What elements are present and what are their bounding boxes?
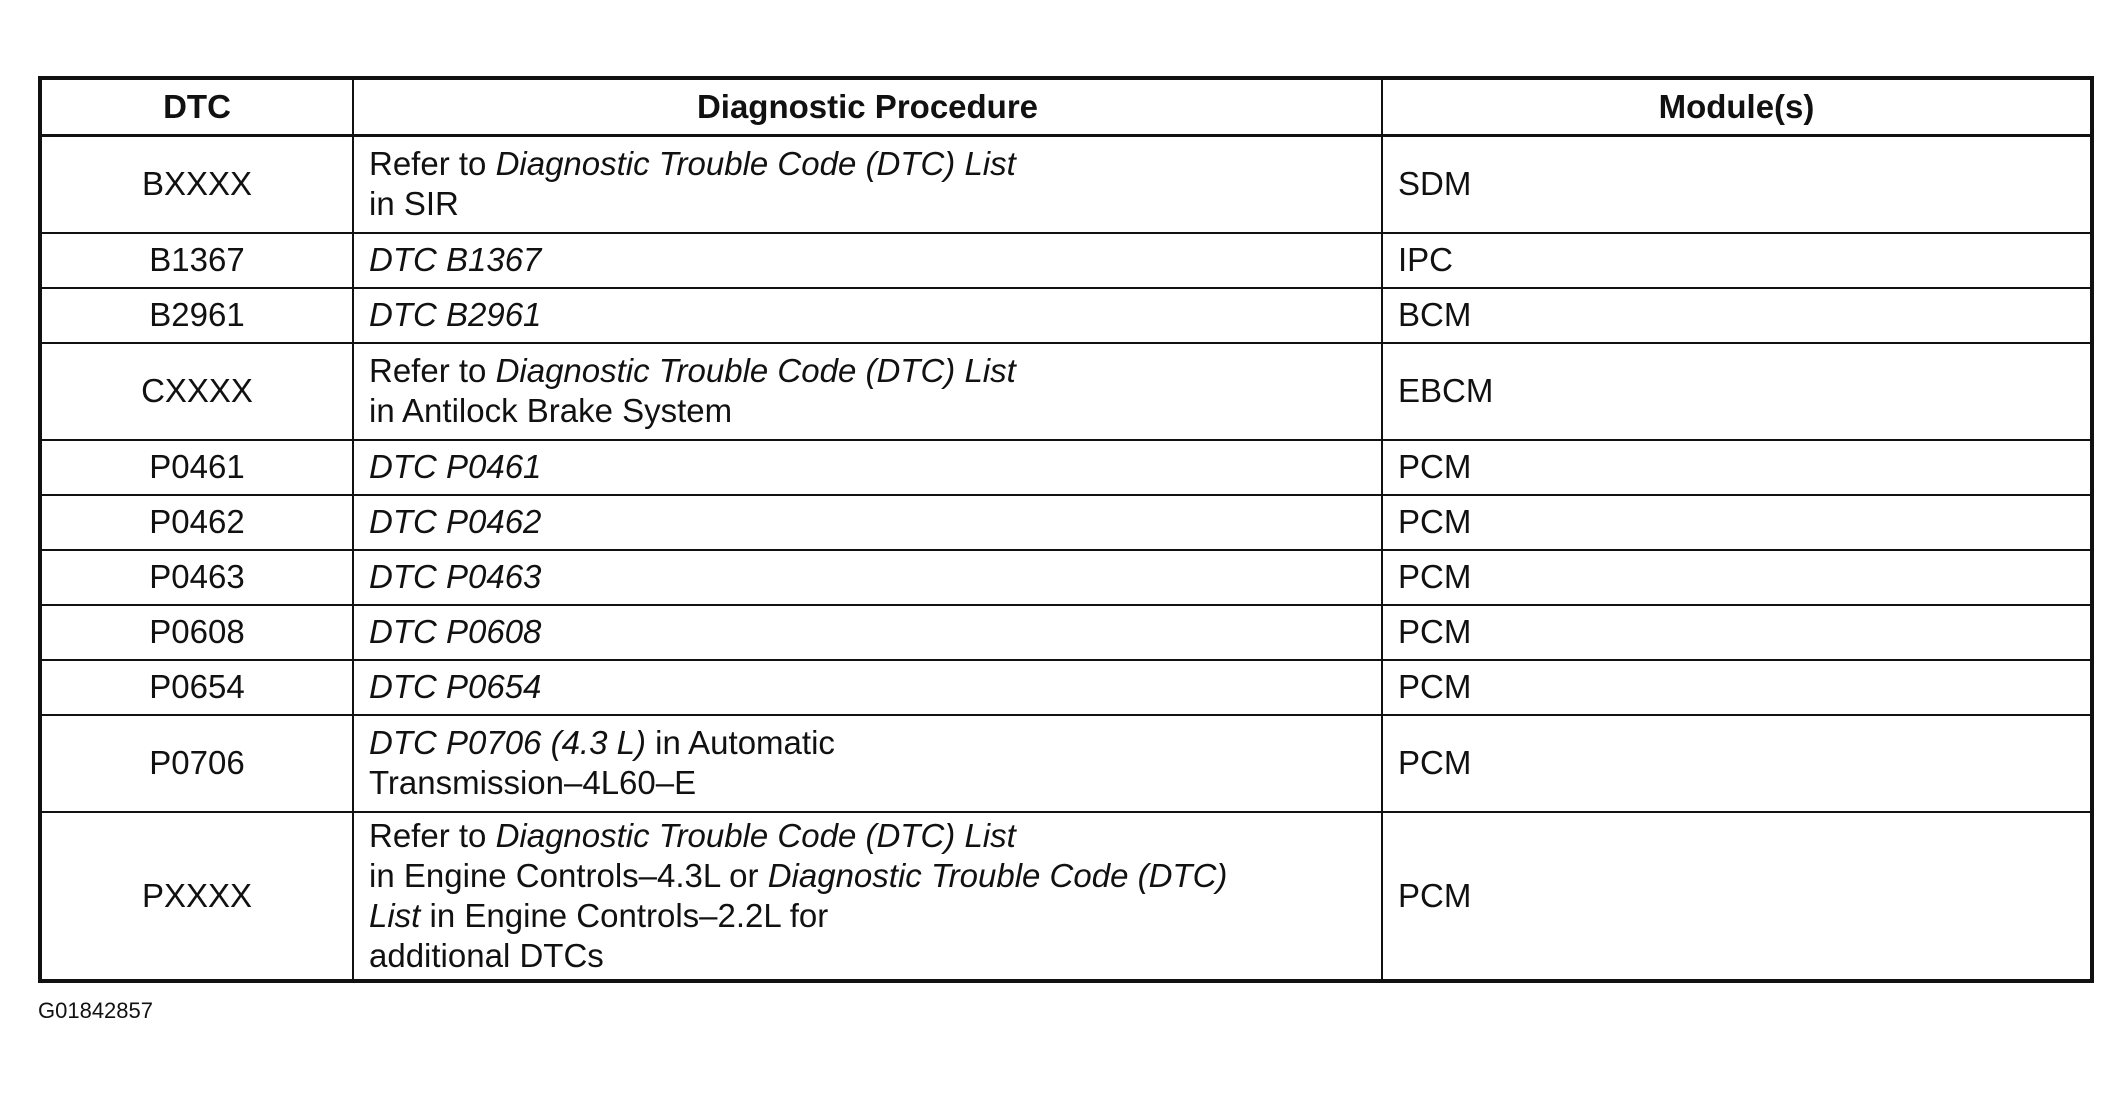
procedure-text: in SIR xyxy=(369,185,459,223)
procedure-line xyxy=(369,896,1366,936)
module-cell: PCM xyxy=(1382,440,2092,495)
procedure-reference-text: DTC B2961 xyxy=(369,296,542,333)
procedure-line xyxy=(369,144,1366,184)
procedure-text: Refer to xyxy=(369,145,496,183)
table-row xyxy=(40,715,2092,812)
diagnostic-procedure-cell xyxy=(353,233,1382,288)
dtc-code-cell: B2961 xyxy=(40,288,353,343)
procedure-text: in Antilock Brake System xyxy=(369,392,733,429)
procedure-reference-text: Diagnostic Trouble Code (DTC) List xyxy=(495,816,1016,854)
header-dtc: DTC xyxy=(40,78,353,136)
module-cell: PCM xyxy=(1382,550,2092,605)
procedure-line xyxy=(369,763,1366,803)
procedure-line xyxy=(369,612,1366,652)
procedure-text: in Automatic xyxy=(645,724,835,761)
diagnostic-procedure-cell xyxy=(353,288,1382,343)
procedure-line xyxy=(369,240,1366,280)
table-row xyxy=(40,136,2092,233)
procedure-line xyxy=(369,667,1366,707)
diagnostic-procedure-cell xyxy=(353,605,1382,660)
module-cell: BCM xyxy=(1382,288,2092,343)
table-row xyxy=(40,343,2092,440)
diagnostic-procedure-cell xyxy=(353,550,1382,605)
module-cell: IPC xyxy=(1382,233,2092,288)
dtc-code-cell: P0654 xyxy=(40,660,353,715)
procedure-line xyxy=(369,391,1366,431)
procedure-line xyxy=(369,351,1366,391)
procedure-reference-text: Diagnostic Trouble Code (DTC) List xyxy=(495,352,1016,389)
dtc-code-cell: P0462 xyxy=(40,495,353,550)
procedure-reference-text: DTC B1367 xyxy=(369,241,542,278)
table-row xyxy=(40,440,2092,495)
diagnostic-procedure-cell xyxy=(353,660,1382,715)
procedure-line xyxy=(369,295,1366,335)
procedure-text: Refer to xyxy=(369,816,496,854)
dtc-code-cell: P0461 xyxy=(40,440,353,495)
table-row xyxy=(40,233,2092,288)
procedure-line xyxy=(369,447,1366,487)
procedure-text: Transmission–4L60–E xyxy=(369,764,697,801)
dtc-code-cell: CXXXX xyxy=(40,343,353,440)
procedure-reference-text: DTC P0654 xyxy=(369,668,542,705)
diagnostic-procedure-cell xyxy=(353,715,1382,812)
dtc-code-cell: P0608 xyxy=(40,605,353,660)
procedure-line xyxy=(369,502,1366,542)
table-row xyxy=(40,605,2092,660)
procedure-line xyxy=(369,936,1366,976)
procedure-reference-text: DTC P0463 xyxy=(369,558,542,595)
procedure-line xyxy=(369,723,1366,763)
diagnostic-procedure-cell xyxy=(353,440,1382,495)
table-row xyxy=(40,812,2092,981)
procedure-line xyxy=(369,557,1366,597)
table-row xyxy=(40,495,2092,550)
procedure-reference-text: DTC P0461 xyxy=(369,448,542,485)
diagnostic-procedure-cell xyxy=(353,495,1382,550)
table-row xyxy=(40,550,2092,605)
table-row xyxy=(40,660,2092,715)
module-cell: SDM xyxy=(1382,136,2092,233)
diagnostic-procedure-cell xyxy=(353,136,1382,233)
procedure-reference-text: Diagnostic Trouble Code (DTC) List xyxy=(495,145,1016,183)
module-cell: EBCM xyxy=(1382,343,2092,440)
dtc-code-cell: P0706 xyxy=(40,715,353,812)
procedure-reference-text: DTC P0462 xyxy=(369,503,542,540)
module-cell: PCM xyxy=(1382,812,2092,981)
module-cell: PCM xyxy=(1382,495,2092,550)
dtc-code-cell: P0463 xyxy=(40,550,353,605)
procedure-reference-text: DTC P0706 (4.3 L) xyxy=(369,724,646,761)
procedure-text: additional DTCs xyxy=(369,936,604,974)
table-body xyxy=(40,136,2092,981)
diagnostic-procedure-cell xyxy=(353,343,1382,440)
module-cell: PCM xyxy=(1382,660,2092,715)
procedure-reference-text: List xyxy=(369,896,421,934)
header-row xyxy=(40,78,2092,136)
procedure-text: in Engine Controls–4.3L or xyxy=(369,856,768,894)
procedure-text: in Engine Controls–2.2L for xyxy=(420,896,829,934)
module-cell: PCM xyxy=(1382,715,2092,812)
procedure-line xyxy=(369,184,1366,224)
dtc-code-cell: PXXXX xyxy=(40,812,353,981)
dtc-code-cell: B1367 xyxy=(40,233,353,288)
header-diagnostic-procedure: Diagnostic Procedure xyxy=(353,78,1382,136)
header-modules: Module(s) xyxy=(1382,78,2092,136)
table-row xyxy=(40,288,2092,343)
dtc-table xyxy=(38,76,2094,983)
figure-id: G01842857 xyxy=(38,998,153,1023)
procedure-reference-text: DTC P0608 xyxy=(369,613,542,650)
dtc-code-cell: BXXXX xyxy=(40,136,353,233)
diagnostic-procedure-cell xyxy=(353,812,1382,981)
procedure-line xyxy=(369,856,1366,896)
procedure-text: Refer to xyxy=(369,352,496,389)
procedure-line xyxy=(369,816,1366,856)
module-cell: PCM xyxy=(1382,605,2092,660)
procedure-reference-text: Diagnostic Trouble Code (DTC) xyxy=(767,856,1228,894)
